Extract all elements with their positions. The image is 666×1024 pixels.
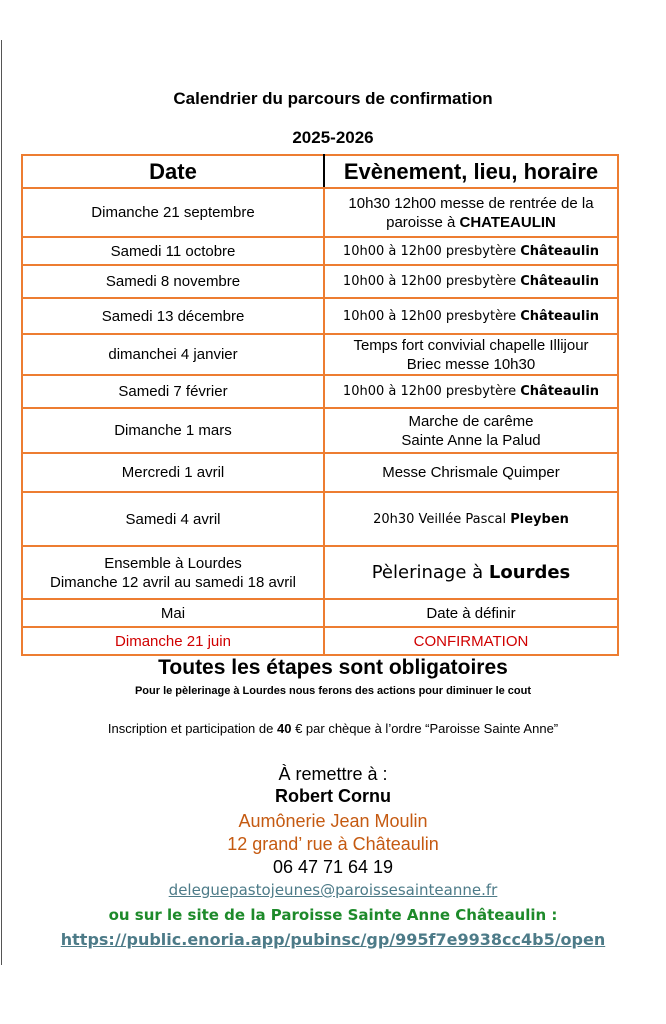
registration-url-link[interactable]: https://public.enoria.app/pubinsc/gp/995f7e9938cc4b5/open xyxy=(60,930,606,949)
pilgrimage-note: Pour le pèlerinage à Lourdes nous ferons des actions pour diminuer le cout xyxy=(134,685,532,697)
event-text: 10h00 à 12h00 presbytère xyxy=(342,308,517,324)
row-event xyxy=(324,188,618,237)
table-row xyxy=(22,453,618,492)
contact-phone: 06 47 71 64 19 xyxy=(272,857,394,877)
email-line xyxy=(0,881,666,899)
row-event xyxy=(324,492,618,546)
row-date: Dimanche 21 septembre xyxy=(22,188,324,237)
url-line xyxy=(0,930,666,950)
inscription-text xyxy=(0,721,666,736)
row-date: Mercredi 1 avril xyxy=(22,453,324,492)
table-row xyxy=(22,298,618,334)
row-event xyxy=(324,265,618,298)
event-text: 10h30 12h00 messe de rentrée de la paroisse à xyxy=(348,194,594,231)
table-row-confirmation xyxy=(22,627,618,655)
row-date: Samedi 4 avril xyxy=(22,492,324,546)
table-row xyxy=(22,599,618,627)
row-event xyxy=(324,298,618,334)
date-line2: Dimanche 12 avril au samedi 18 avril xyxy=(50,573,296,591)
calendar-table xyxy=(21,154,619,656)
table-row xyxy=(22,237,618,265)
event-place: CHATEAULIN xyxy=(459,213,556,231)
header-event: Evènement, lieu, horaire xyxy=(324,155,618,188)
email-link[interactable]: deleguepastojeunes@paroissesainteanne.fr xyxy=(168,881,498,899)
table-row xyxy=(22,188,618,237)
row-date: Samedi 8 novembre xyxy=(22,265,324,298)
contact-address: 12 grand’ rue à Châteaulin xyxy=(227,834,439,854)
row-event: Date à définir xyxy=(324,599,618,627)
table-row xyxy=(22,492,618,546)
event-text: Pèlerinage à xyxy=(371,562,484,583)
event-place: Châteaulin xyxy=(520,308,600,324)
table-row xyxy=(22,334,618,375)
row-date xyxy=(22,546,324,599)
row-date: Dimanche 21 juin xyxy=(22,627,324,655)
row-event xyxy=(324,408,618,453)
event-place: Châteaulin xyxy=(520,384,600,399)
header-date: Date xyxy=(22,155,324,188)
inscription-amount: 40 xyxy=(276,721,292,736)
row-date: dimanchei 4 janvier xyxy=(22,334,324,375)
event-text: Marche de carême xyxy=(408,412,534,430)
date-line1: Ensemble à Lourdes xyxy=(104,554,242,572)
event-place: Pleyben xyxy=(510,511,569,527)
table-row xyxy=(22,546,618,599)
row-date: Samedi 11 octobre xyxy=(22,237,324,265)
document-title: Calendrier du parcours de confirmation xyxy=(173,89,493,108)
row-date: Samedi 13 décembre xyxy=(22,298,324,334)
row-date: Mai xyxy=(22,599,324,627)
event-text-line2: Briec messe 10h30 xyxy=(406,355,536,373)
row-event: Messe Chrismale Quimper xyxy=(324,453,618,492)
document-year: 2025-2026 xyxy=(292,128,374,147)
row-date: Samedi 7 février xyxy=(22,375,324,408)
event-text: 20h30 Veillée Pascal xyxy=(373,511,507,527)
site-text: ou sur le site de la Paroisse Sainte Anne Châteaulin : xyxy=(108,906,558,924)
row-event xyxy=(324,237,618,265)
contact-intro: À remettre à : xyxy=(278,764,388,784)
table-row xyxy=(22,265,618,298)
event-text: Temps fort convivial chapelle Illijour xyxy=(353,336,589,354)
event-text: 10h00 à 12h00 presbytère xyxy=(342,274,517,289)
contact-name: Robert Cornu xyxy=(275,786,391,806)
event-place: Châteaulin xyxy=(520,274,600,289)
row-event: CONFIRMATION xyxy=(324,627,618,655)
table-row xyxy=(22,408,618,453)
row-event xyxy=(324,546,618,599)
event-text-line2: Sainte Anne la Palud xyxy=(401,431,541,449)
event-place: Châteaulin xyxy=(520,243,600,259)
contact-org: Aumônerie Jean Moulin xyxy=(238,811,428,831)
mandatory-notice: Toutes les étapes sont obligatoires xyxy=(158,656,508,679)
table-row xyxy=(22,375,618,408)
event-text: 10h00 à 12h00 presbytère xyxy=(342,384,517,399)
row-event xyxy=(324,334,618,375)
row-date: Dimanche 1 mars xyxy=(22,408,324,453)
event-place: Lourdes xyxy=(488,562,571,583)
row-event xyxy=(324,375,618,408)
event-text: 10h00 à 12h00 presbytère xyxy=(342,243,517,259)
inscription-after: € par chèque à l’ordre “Paroisse Sainte Anne” xyxy=(295,721,559,736)
table-header-row xyxy=(22,155,618,188)
inscription-before: Inscription et participation de xyxy=(107,721,274,736)
